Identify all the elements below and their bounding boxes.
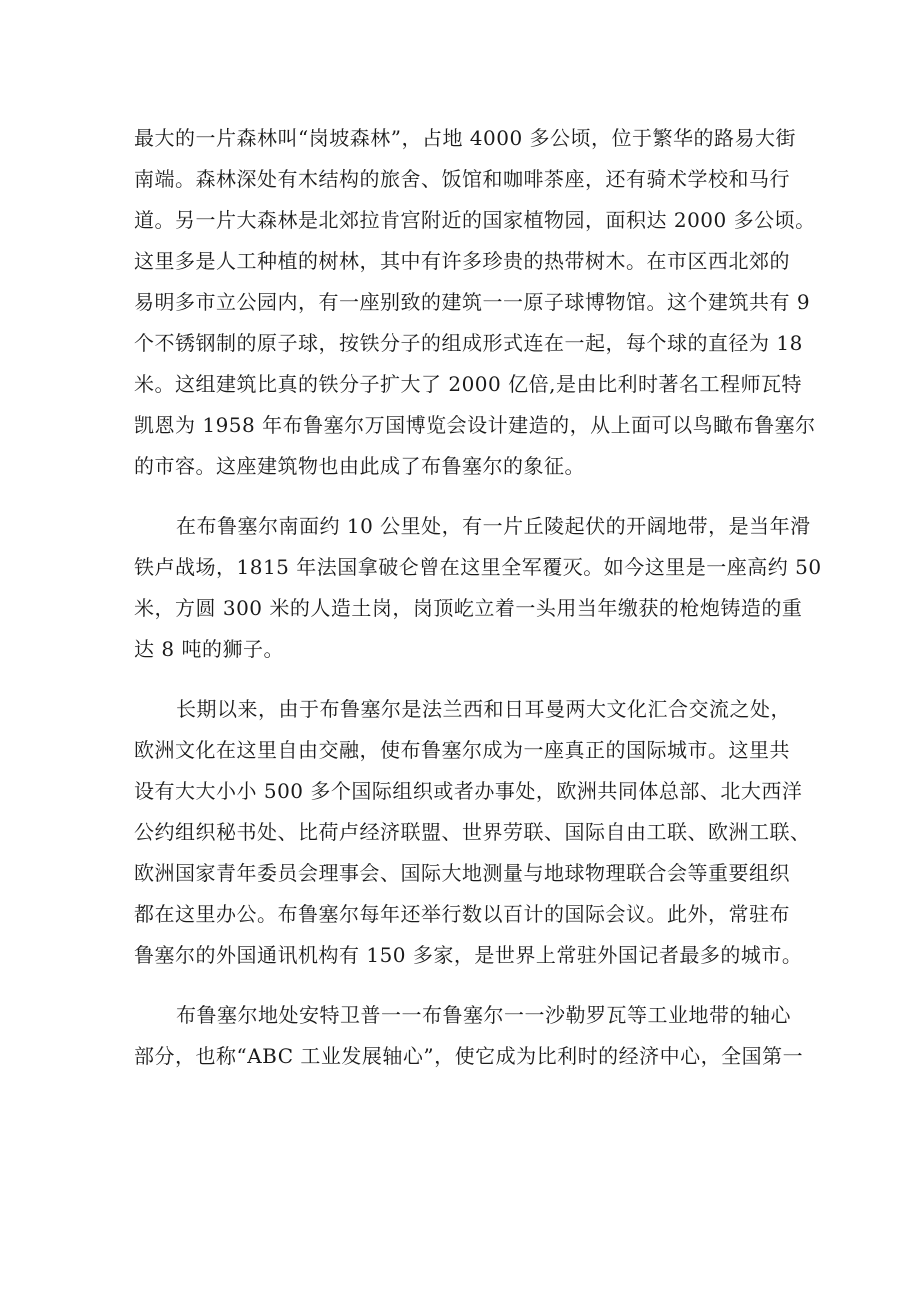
text-line: 达 8 吨的狮子。 [134, 637, 284, 661]
text-line: 的市容。这座建筑物也由此成了布鲁塞尔的象征。 [134, 454, 585, 478]
text-line: 设有大大小小 500 多个国际组织或者办事处，欧洲共同体总部、北大西洋 [134, 779, 803, 803]
text-line: 米。这组建筑比真的铁分子扩大了 2000 亿倍,是由比利时著名工程师瓦特 [134, 372, 802, 396]
text-line: 道。另一片大森林是北郊拉肯宫附近的国家植物园，面积达 2000 多公顷。 [134, 208, 816, 232]
text-line: 欧洲国家青年委员会理事会、国际大地测量与地球物理联合会等重要组织 [134, 861, 790, 885]
text-line: 都在这里办公。布鲁塞尔每年还举行数以百计的国际会议。此外，常驻布 [134, 902, 790, 926]
text-line: 最大的一片森林叫“岗坡森林”，占地 4000 多公顷，位于繁华的路易大街 [134, 126, 797, 150]
text-line: 米，方圆 300 米的人造土岗，岗顶屹立着一头用当年缴获的枪炮铸造的重 [134, 596, 803, 620]
text-line: 南端。森林深处有木结构的旅舍、饭馆和咖啡茶座，还有骑术学校和马行 [134, 167, 790, 191]
paragraph-first-line: 布鲁塞尔地处安特卫普一一布鲁塞尔一一沙勒罗瓦等工业地带的轴心 [176, 1003, 791, 1027]
text-line: 公约组织秘书处、比荷卢经济联盟、世界劳联、国际自由工联、欧洲工联、 [134, 820, 811, 844]
text-line: 欧洲文化在这里自由交融，使布鲁塞尔成为一座真正的国际城市。这里共 [134, 738, 790, 762]
text-line: 鲁塞尔的外国通讯机构有 150 多家，是世界上常驻外国记者最多的城市。 [134, 943, 803, 967]
paragraph-first-line: 长期以来，由于布鲁塞尔是法兰西和日耳曼两大文化汇合交流之处， [176, 697, 791, 721]
text-line: 易明多市立公园内，有一座别致的建筑一一原子球博物馆。这个建筑共有 9 [134, 290, 811, 314]
paragraph-first-line: 在布鲁塞尔南面约 10 公里处，有一片丘陵起伏的开阔地带，是当年滑 [176, 514, 811, 538]
text-line: 铁卢战场，1815 年法国拿破仑曾在这里全军覆灭。如今这里是一座高约 50 [134, 555, 822, 579]
text-line: 个不锈钢制的原子球，按铁分子的组成形式连在一起，每个球的直径为 18 [134, 331, 803, 355]
text-line: 部分，也称“ABC 工业发展轴心”，使它成为比利时的经济中心，全国第一 [134, 1044, 804, 1068]
text-line: 凯恩为 1958 年布鲁塞尔万国博览会设计建造的，从上面可以鸟瞰布鲁塞尔 [134, 413, 816, 437]
text-line: 这里多是人工种植的树林，其中有许多珍贵的热带树木。在市区西北郊的 [134, 249, 790, 273]
